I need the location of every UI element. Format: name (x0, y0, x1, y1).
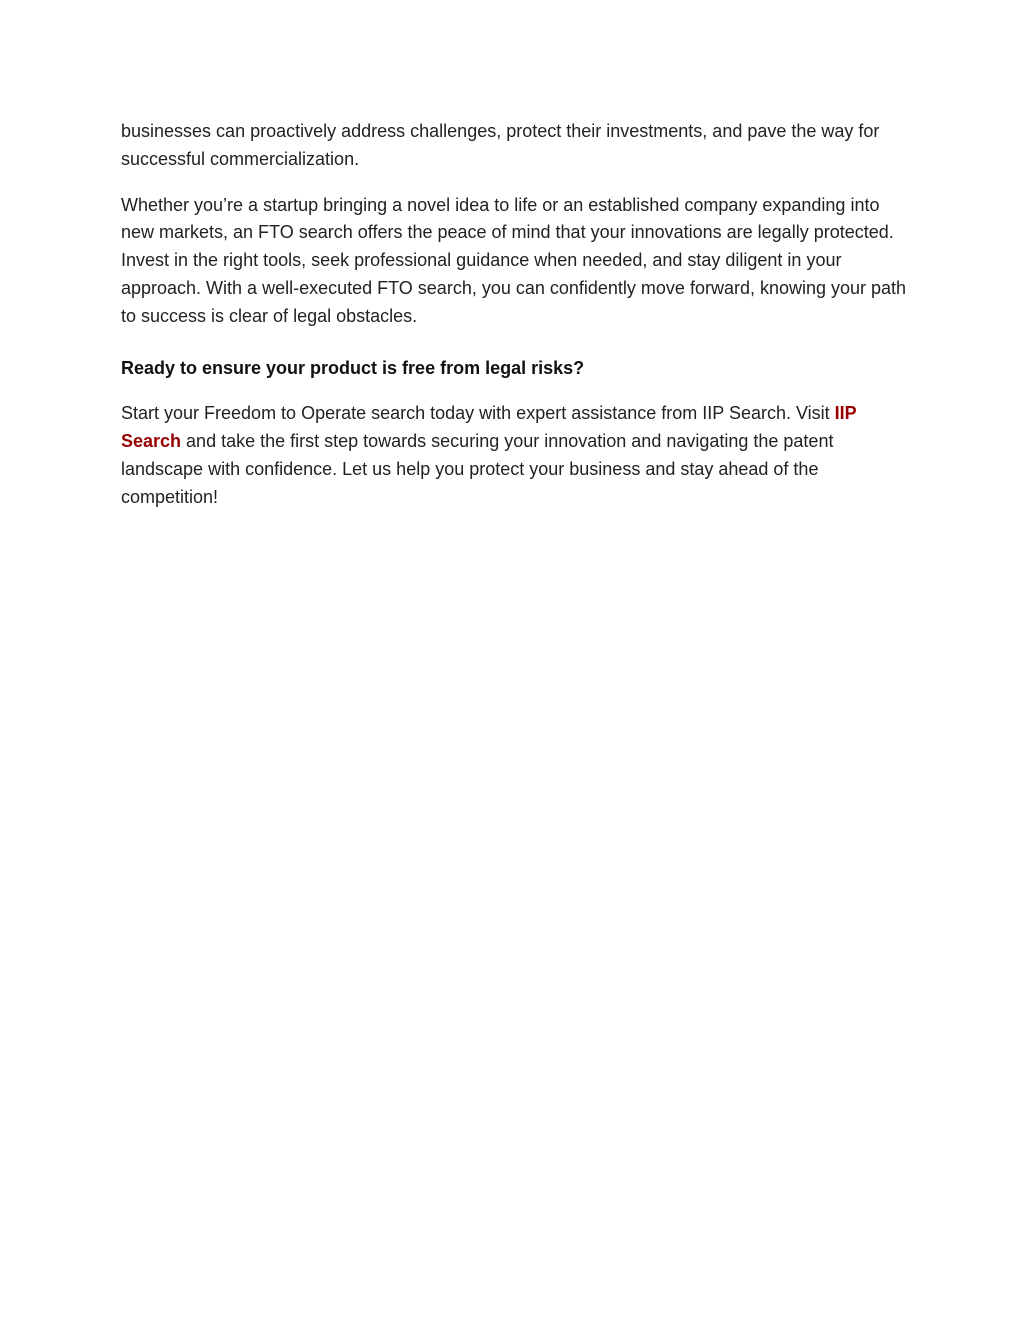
cta-heading: Ready to ensure your product is free from legal risks? (121, 357, 585, 378)
paragraph-call-to-action (121, 400, 911, 511)
cta-text-before: Start your Freedom to Operate search today with expert assistance from IIP Search. Visit (121, 403, 835, 424)
paragraph-commercialization: businesses can proactively address challenges, protect their investments, and pave the way for successful commercialization. (121, 121, 880, 169)
iip-search-link[interactable]: IIP Search (121, 403, 857, 452)
cta-text-after: and take the first step towards securing your innovation and navigating the patent landscape with confidence. Let us help you protect your business and stay ahead of the competition! (121, 431, 834, 507)
paragraph-fto-benefits: Whether you’re a startup bringing a novel idea to life or an established company expanding into new markets, an FTO search offers the peace of mind that your innovations are legally protected. Invest in the right tools, seek professional guidance when needed, and stay diligent in your approach. With a well-executed FTO search, you can confidently move forward, knowing your path to success is clear of legal obstacles. (121, 194, 907, 326)
document-body (121, 118, 911, 530)
